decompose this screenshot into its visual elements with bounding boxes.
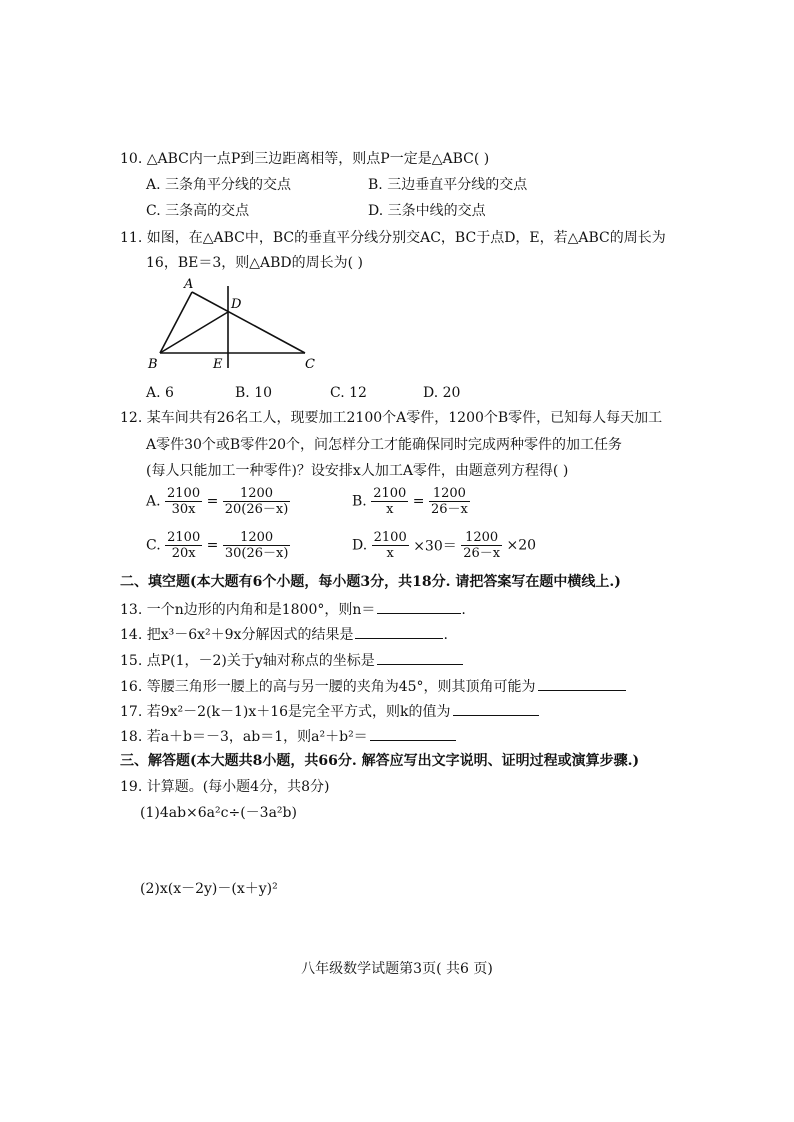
question-10-stem: 10. △ABC内一点P到三边距离相等，则点P一定是△ABC( ) xyxy=(120,151,490,167)
question-16: 16. 等腰三角形一腰上的高与另一腰的夹角为45°，则其顶角可能为 xyxy=(120,676,626,696)
q12-option-a: A. $\frac{2100}{30x}$ = $\frac{1200}{20(26-x)}$ xyxy=(146,486,289,517)
side-ac xyxy=(192,292,305,353)
q12-option-d: D. $\frac{2100}{x}$ ×30＝ $\frac{1200}{26-x}$ ×20 xyxy=(352,530,537,561)
section-3-heading: 三、解答题(本大题共8小题，共66分. 解答应写出文字说明、证明过程或演算步骤.) xyxy=(120,753,640,769)
q10-option-d: D. 三条中线的交点 xyxy=(368,203,486,219)
option-b-label: B. xyxy=(352,493,367,510)
question-14: 14. 把x³－6x²＋9x分解因式的结果是 . xyxy=(120,624,448,644)
answer-blank[interactable] xyxy=(370,726,456,741)
fraction: $\frac{1200}{26-x}$ xyxy=(430,486,468,517)
fraction: $\frac{2100}{30x}$ xyxy=(167,486,201,517)
question-12-line2: A零件30个或B零件20个，问怎样分工才能确保同时完成两种零件的加工任务 xyxy=(146,437,623,453)
answer-blank[interactable] xyxy=(355,624,443,639)
label-c: C xyxy=(305,357,315,372)
label-a: A xyxy=(184,277,194,292)
page-footer: 八年级数学试题第3页( 共6 页) xyxy=(301,961,493,977)
q10-option-b: B. 三边垂直平分线的交点 xyxy=(368,177,528,193)
option-d-label: D. xyxy=(352,537,368,554)
q12-option-c: C. $\frac{2100}{20x}$ = $\frac{1200}{30(26-x)}$ xyxy=(146,530,289,561)
question-19-part-1: (1)4ab×6a²c÷(－3a²b) xyxy=(140,805,297,821)
q11-option-b: B. 10 xyxy=(235,385,273,401)
question-11-stem-line1: 11. 如图，在△ABC中，BC的垂直平分线分别交AC，BC于点D，E，若△ABC的周长为 xyxy=(120,230,666,246)
triangle-figure xyxy=(140,272,340,377)
fraction: $\frac{2100}{20x}$ xyxy=(167,530,201,561)
fraction: $\frac{1200}{30(26-x)}$ xyxy=(224,530,289,561)
answer-blank[interactable] xyxy=(377,650,463,665)
question-12-line3: (每人只能加工一种零件)？设安排x人加工A零件，由题意列方程得( ) xyxy=(146,463,569,479)
section-2-heading: 二、填空题(本大题有6个小题，每小题3分，共18分. 请把答案写在题中横线上.) xyxy=(120,574,621,590)
question-12-line1: 12. 某车间共有26名工人，现要加工2100个A零件，1200个B零件，已知每人每天加工 xyxy=(120,410,663,426)
q11-option-a: A. 6 xyxy=(146,385,174,401)
fraction: $\frac{2100}{x}$ xyxy=(373,530,407,561)
label-b: B xyxy=(148,357,158,372)
answer-blank[interactable] xyxy=(453,701,539,716)
q11-option-d: D. 20 xyxy=(423,385,461,401)
answer-blank[interactable] xyxy=(538,676,626,691)
q11-option-c: C. 12 xyxy=(330,385,367,401)
fraction: $\frac{2100}{x}$ xyxy=(373,486,407,517)
q10-option-a: A. 三条角平分线的交点 xyxy=(146,177,292,193)
answer-blank[interactable] xyxy=(377,599,461,614)
question-13: 13. 一个n边形的内角和是1800°，则n＝ . xyxy=(120,599,466,619)
option-c-label: C. xyxy=(146,537,161,554)
q10-option-c: C. 三条高的交点 xyxy=(146,203,250,219)
label-d: D xyxy=(231,297,242,312)
question-19-part-2: (2)x(x－2y)－(x＋y)² xyxy=(140,881,278,897)
fraction: $\frac{1200}{26-x}$ xyxy=(463,530,501,561)
question-15: 15. 点P(1，－2)关于y轴对称点的坐标是 xyxy=(120,650,463,670)
question-19: 19. 计算题。(每小题4分，共8分) xyxy=(120,779,330,795)
question-11-stem-line2: 16，BE＝3，则△ABD的周长为( ) xyxy=(146,255,363,271)
option-a-label: A. xyxy=(146,493,161,510)
q12-option-b: B. $\frac{2100}{x}$ = $\frac{1200}{26-x}$ xyxy=(352,486,468,517)
fraction: $\frac{1200}{20(26-x)}$ xyxy=(224,486,289,517)
question-18: 18. 若a＋b＝－3，ab＝1，则a²＋b²＝ xyxy=(120,726,456,746)
question-17: 17. 若9x²－2(k－1)x＋16是完全平方式，则k的值为 xyxy=(120,701,539,721)
label-e: E xyxy=(213,357,223,372)
